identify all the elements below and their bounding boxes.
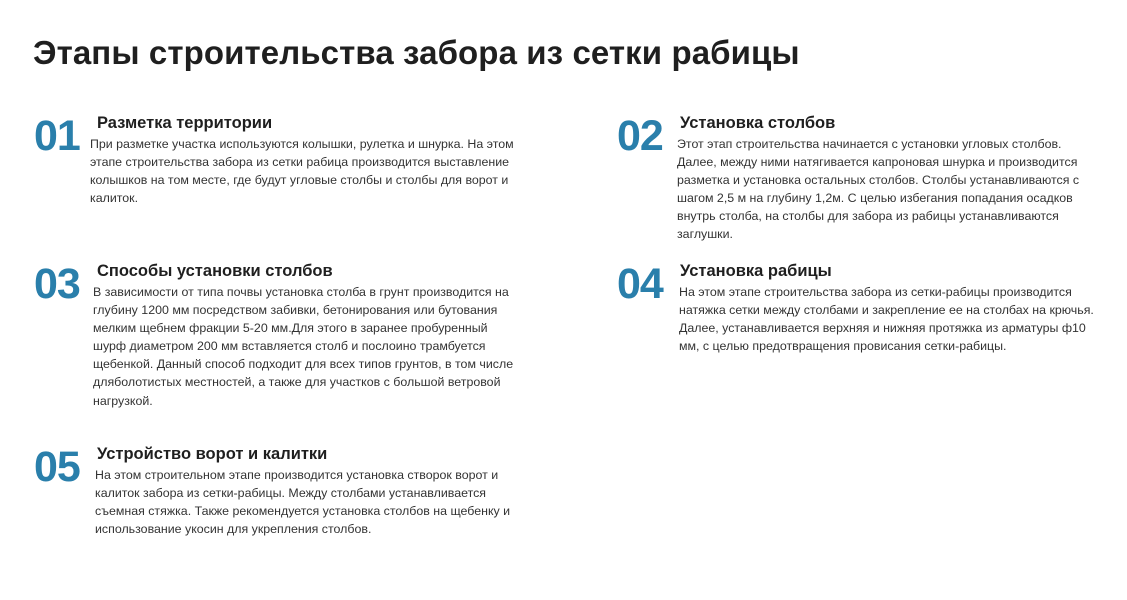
step-number: 01 — [34, 112, 80, 160]
step-number: 04 — [617, 260, 663, 308]
step-heading: Разметка территории — [97, 114, 273, 132]
step-number: 03 — [34, 260, 80, 308]
step-number: 02 — [617, 112, 663, 160]
step-text: На этом этапе строительства забора из сетки-рабицы производится натяжка сетки между столбами и закрепление ее на столбах на крючья. Далее, устанавливается верхняя и нижняя протяжка из арматуры ф10 мм, с целью предотвращения провисания сетки-рабицы. — [679, 285, 1094, 354]
step-text: Этот этап строительства начинается с установки угловых столбов. Далее, между ними натягивается капроновая шнурка и производится разметка и установка остальных столбов. Столбы устанавливаются с шагом 2,5 м на глубину 1,2м. С целью избегания попадания осадков внутрь столба, на столбы для забора из рабицы устанавливаются заглушки. — [677, 137, 1080, 242]
step-text: На этом строительном этапе производится установка створок ворот и калиток забора из сетки-рабицы. Между столбами устанавливается съемная стяжка. Также рекомендуется установка столбов на щебенку и использование укосин для укрепления столбов. — [95, 468, 511, 537]
step-number: 05 — [34, 443, 80, 491]
step-text: В зависимости от типа почвы установка столба в грунт производится на глубину 1200 мм посредством забивки, бетонирования или бутования мелким щебнем фракции 5-20 мм.Для этого в заранее пробуренный шурф диаметром 200 мм вставляется столб и послоино трамбуется щебенкой. Данный способ подходит для всех типов грунтов, в том числе дляболотистых местностей, а также для участков с большой ветровой нагрузкой. — [93, 285, 514, 408]
step-heading: Установка рабицы — [680, 262, 832, 280]
step-heading: Способы установки столбов — [97, 262, 333, 280]
page-title: Этапы строительства забора из сетки рабицы — [33, 34, 800, 71]
step-text: При разметке участка используются колышки, рулетка и шнурка. На этом этапе строительства забора из сетки рабица производится выставление колышков на том месте, где будут угловые столбы и столбы для ворот и калиток. — [90, 137, 514, 206]
step-heading: Установка столбов — [680, 114, 836, 132]
step-heading: Устройство ворот и калитки — [97, 445, 328, 463]
